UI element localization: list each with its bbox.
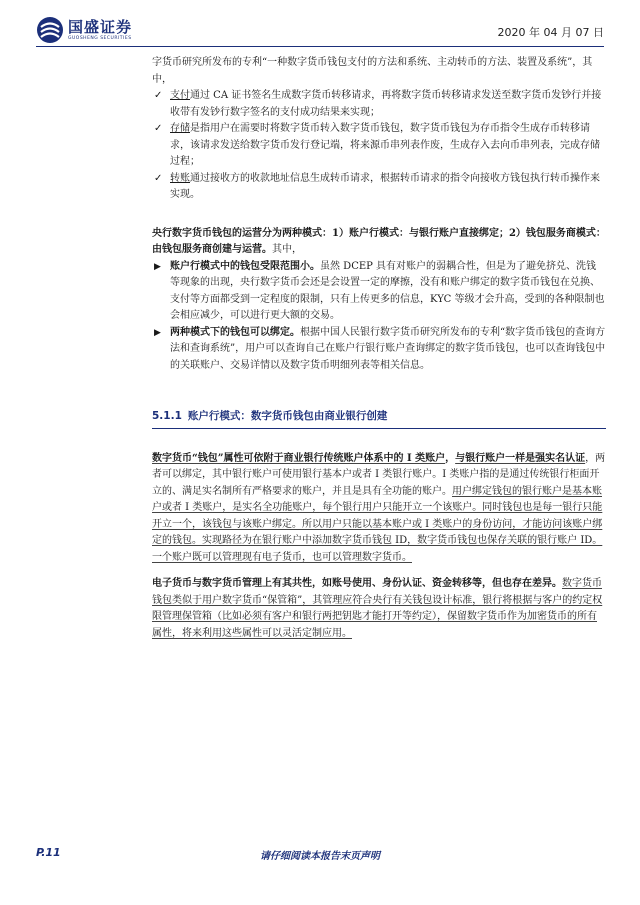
list-item-text: 是指用户在需要时将数字货币转入数字货币钱包，数字货币钱包为存币指令生成存币转移请求，该请求发送给数字货币发行登记端，将来源币串列表作废，生成存入去向币串列表，完成存储过程；: [170, 123, 600, 167]
section-number: 5.1.1: [152, 410, 182, 422]
report-date: 2020 年 04 月 07 日: [497, 26, 604, 39]
section-heading: [152, 408, 606, 429]
list-item: [152, 259, 606, 325]
account-mode-text-3: 所以用户只能以基本账户或 I 类账户的身份访问，才能访问该账户绑定的钱包。实现路径为在银行账户中添加数字货币钱包 ID，数字货币钱包也保存关联的银行账户 ID。一个账户既可以管理现有电子货币，也可以管理数字货币。: [152, 518, 603, 563]
triangle-bullet-icon: ▶: [154, 327, 161, 338]
list-item-lead: 两种模式下的钱包可以绑定。: [170, 326, 300, 338]
header-divider: [36, 46, 604, 47]
account-mode-text-2: 用户绑定钱包的银行账户是基本账户或者 I 类账户，是实名全功能账户，每个银行用户只能开立一个该账户。同时钱包也是每一银行只能开立一个，该钱包与该账户绑定。: [152, 485, 603, 530]
list-item-lead: 存储: [170, 123, 190, 134]
check-icon: ✓: [154, 123, 163, 134]
triangle-bullet-icon: ▶: [154, 261, 161, 272]
list-item-lead: 账户行模式中的钱包受限范围小。: [170, 260, 320, 272]
account-mode-bold-1: 数字货币“钱包”属性可依附于商业银行传统账户体系中的 I 类账户: [152, 452, 446, 464]
disclaimer-text: 请仔细阅读本报告末页声明: [260, 851, 380, 862]
page-footer: [36, 846, 604, 876]
account-mode-paragraph: [152, 451, 606, 567]
brand-name-en: GUOSHENG SECURITIES: [68, 35, 132, 41]
list-item-text: 虽然 DCEP 具有对账户的弱耦合性，但是为了避免挤兑、洗钱等现象的出现，央行数字货币会还是会设置一定的摩擦，没有和账户绑定的数字货币钱包在兑换、支付等方面都受到一定程度的限制，只有上传更多的信息，KYC 等级才会升高，受到的各种限制也会相应减少，可以进行更大额的交易。: [170, 260, 605, 321]
account-mode-bold-2: 与银行账户一样是强实名认证: [455, 452, 586, 464]
list-item: [152, 325, 606, 375]
triangle-list: [152, 259, 606, 375]
account-mode-text-1: ，两者可以绑定，其中银行账户可使用银行基本户或者 I 类银行账户。I 类账户指的是通过传统银行柜面开立的、满足实名制所有严格要求的账户，并且是具有全功能的账户。: [152, 452, 606, 497]
brand-name-cn: 国盛证券: [68, 17, 133, 36]
list-item: [152, 171, 606, 204]
list-item-lead: 支付: [170, 90, 190, 101]
main-content: [152, 55, 606, 642]
list-item-text: 通过 CA 证书签名生成数字货币转移请求，再将数字货币转移请求发送至数字货币发钞行并接收带有发钞行数字签名的支付成功结果来实现；: [170, 90, 602, 118]
management-text: 数字货币钱包类似于用户数字货币“保管箱”，其管理应符合央行有关钱包设计标准，银行将根据与客户的约定权限管理保管箱（比如必须有客户和银行两把钥匙才能打开等约定），保留数字货币作为加密货币的所有属性，将来利用这些属性可以灵活定制应用。: [152, 578, 603, 639]
page-number: P.11: [36, 846, 61, 859]
account-mode-comma: ，: [445, 452, 456, 464]
operations-heading: 央行数字货币钱包的运营分为两种模式：1）账户行模式：与银行账户直接绑定；2）钱包服务商模式：由钱包服务商创建与运营。: [152, 227, 606, 255]
brand-logo-icon: [36, 16, 64, 44]
management-paragraph: [152, 576, 606, 642]
management-bold: 电子货币与数字货币管理上有其共性，如账号使用、身份认证、资金转移等，但也存在差异。: [152, 578, 562, 589]
list-item-text: 根据中国人民银行数字货币研究所发布的专利“数字货币钱包的查询方法和查询系统”，用户可以查询自己在账户行银行账户查询绑定的数字货币钱包，也可以查询钱包中的关联账户、交易详情以及数字货币明细列表等相关信息。: [170, 326, 606, 371]
checklist-functions: [152, 88, 606, 204]
intro-paragraph: 字货币研究所发布的专利“一种数字货币钱包支付的方法和系统、主动转币的方法、装置及系统”，其中，: [152, 57, 593, 85]
list-item-text: 通过接收方的收款地址信息生成转币请求，根据转币请求的指令向接收方钱包执行转币操作来实现。: [170, 172, 600, 200]
list-item: [152, 88, 606, 121]
operations-heading-tail: 其中，: [272, 244, 302, 255]
page-header: [36, 14, 604, 54]
check-icon: ✓: [154, 90, 163, 101]
check-icon: ✓: [154, 172, 163, 184]
section-title: 账户行模式：数字货币钱包由商业银行创建: [187, 410, 388, 422]
brand-logo: [36, 16, 132, 44]
list-item: [152, 121, 606, 171]
operations-paragraph: [152, 226, 606, 259]
list-item-lead: 转账: [170, 172, 190, 184]
